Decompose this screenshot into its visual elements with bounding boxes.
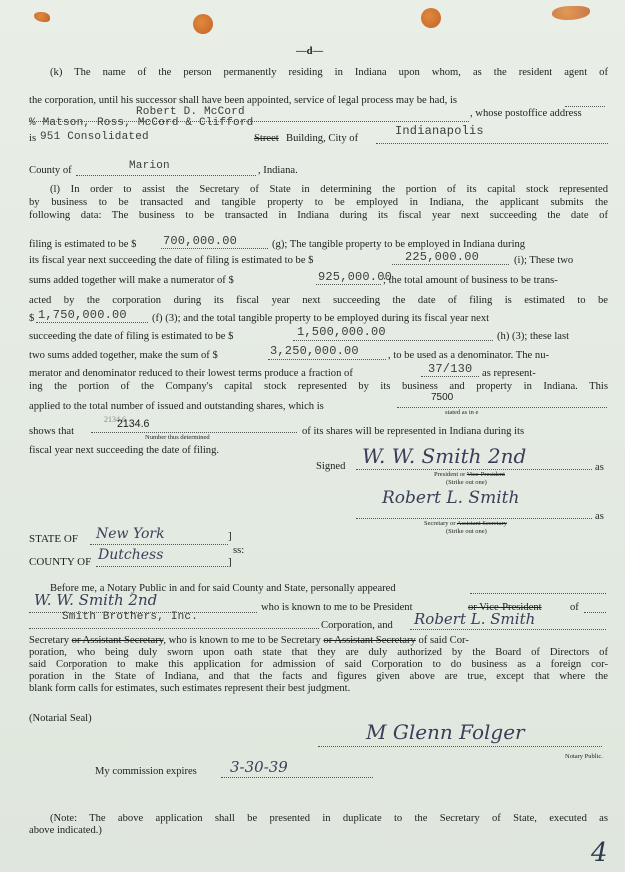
state-label: STATE OF — [29, 533, 78, 545]
pencil-note: 2134.6 — [104, 415, 126, 424]
state-value: New York — [96, 526, 165, 542]
l-line-1: (l) In order to assist the Secretary of State in determining the portion of its capital stock represented — [50, 184, 608, 195]
shares-total-line — [397, 407, 607, 408]
corporation-line — [29, 628, 319, 629]
l-line-9b: (h) (3); these last — [497, 331, 570, 342]
l-line-10a: two sums added together, make the sum of $ — [29, 350, 218, 361]
indiana: , Indiana. — [258, 165, 298, 176]
corporation-and: Corporation, and — [321, 620, 393, 631]
notary-p2a: who is known to me to be President — [261, 602, 413, 613]
notary-p3b: , who is known to me to be Secretary — [163, 635, 321, 646]
corner-stain-right — [552, 6, 590, 20]
street-struck: Street — [254, 133, 279, 144]
notary-p5: said Corporation to make this application for admission of said Corporation to do business as a foreign cor- — [29, 659, 608, 670]
firm-name: % Matson, Ross, McCord & Clifford — [29, 117, 254, 129]
county-line — [76, 175, 256, 176]
notary-p3c: of said Cor- — [418, 635, 469, 646]
l-line-10b: , to be used as a denominator. The nu- — [388, 350, 550, 361]
county: Marion — [129, 160, 170, 172]
commission-date: 3-30-39 — [230, 758, 288, 776]
appearing-person-2: Robert L. Smith — [414, 610, 536, 628]
secretary-line — [356, 518, 592, 519]
commission-line — [221, 777, 373, 778]
appearing-person-1: W. W. Smith 2nd — [34, 591, 158, 609]
stated-note: stated as in e — [445, 409, 479, 416]
amount-h-line — [293, 340, 493, 341]
city-line — [376, 143, 608, 144]
address: 951 Consolidated — [40, 131, 149, 143]
punch-hole-right — [421, 8, 441, 28]
note-line-2: above indicated.) — [29, 825, 102, 836]
l-line-11a: merator and denominator reduced to their lowest terms produce a fraction of — [29, 368, 353, 379]
l-line-7: acted by the corporation during its fiscal year next succeeding the date of filing is estimated to be — [29, 295, 608, 306]
city: Indianapolis — [395, 124, 484, 138]
fraction-line — [421, 376, 479, 377]
l-line-4a: filing is estimated to be $ — [29, 239, 137, 250]
signed-label: Signed — [316, 461, 346, 472]
brace-bottom: ] — [228, 556, 232, 568]
amount-h: 1,500,000.00 — [297, 325, 386, 339]
notary-p7: blank form calls for estimates, such estimates represent their best judgment. — [29, 683, 351, 694]
l-line-5b: (i); These two — [514, 255, 574, 266]
numerator-line — [316, 284, 381, 285]
notary-p3a: Secretary — [29, 635, 69, 646]
building-city: Building, City of — [286, 133, 359, 144]
l-line-12: ing the portion of the Company's capital stock represented by its business and property in Indiana. This — [29, 381, 608, 392]
amount-g: 700,000.00 — [163, 234, 238, 248]
assistant-secretary-struck: Assistant Secretary — [456, 520, 507, 527]
l-line-5a: its fiscal year next succeeding the date of filing is estimated to be $ — [29, 255, 314, 266]
state-line — [90, 544, 228, 545]
notary-p1: Before me, a Notary Public in and for said County and State, personally appeared — [50, 583, 396, 594]
notary-p2-struck: or Vice-President — [468, 602, 542, 613]
commission-label: My commission expires — [95, 766, 197, 777]
ss-label: ss: — [233, 545, 245, 556]
l-line-9a: succeeding the date of filing is estimated to be $ — [29, 331, 234, 342]
secretary-signature: Robert L. Smith — [382, 488, 520, 508]
k-line-1: (k) The name of the person permanently residing in Indiana upon whom, as the resident agent of — [50, 67, 608, 78]
county-label: County of — [29, 165, 72, 176]
secretary-prefix: Secretary or — [424, 520, 456, 527]
l-line-2: by business to be transacted and tangible property to be employed in Indiana, the applicant submits the — [29, 197, 608, 208]
punch-hole-left — [193, 14, 213, 34]
amount-i-line — [392, 264, 509, 265]
agent-name: Robert D. McCord — [136, 106, 245, 118]
notary-p3-struck: or Assistant Secretary — [71, 635, 164, 646]
brace-top: ] — [228, 530, 232, 542]
is-label: is — [29, 133, 37, 144]
notary-p1-line — [470, 593, 606, 594]
l-line-3: following data: The business to be transacted in Indiana during its fiscal year next succeeding the date of — [29, 210, 608, 221]
amount-f-line — [36, 322, 148, 323]
l-line-8a: $ — [29, 313, 35, 324]
notary-p2-line — [584, 612, 606, 613]
l-line-8b: (f) (3); and the total tangible property to be employed during its fiscal year next — [152, 313, 490, 324]
county-value-line — [96, 566, 228, 567]
president-signature: W. W. Smith 2nd — [362, 444, 527, 468]
number-note: Number thus determined — [145, 434, 210, 441]
page-number: 4 — [591, 838, 608, 868]
corner-stain-left — [34, 12, 50, 22]
president-prefix: President or — [434, 471, 466, 478]
l-line-13a: applied to the total number of issued and outstanding shares, which is — [29, 401, 324, 412]
notary-p6: poration in the State of Indiana, and that the facts and figures given above are true, except that where the — [29, 671, 608, 682]
shares-indiana: 2134.6 — [117, 418, 150, 430]
president-line — [356, 469, 592, 470]
fraction: 37/130 — [428, 362, 473, 376]
notary-p4: poration, who being duly sworn upon oath state that they are duly authorized by the Board of Directors of — [29, 647, 608, 658]
amount-i: 225,000.00 — [405, 250, 480, 264]
strike-note-1: (Strike out one) — [446, 479, 487, 486]
shares-indiana-line — [91, 432, 297, 433]
notary-signature: M Glenn Folger — [366, 720, 525, 744]
person2-line — [410, 629, 606, 630]
corporation-name: Smith Brothers, Inc. — [62, 611, 199, 623]
notarial-seal: (Notarial Seal) — [29, 713, 92, 724]
note-line-1: (Note: The above application shall be presented in duplicate to the Secretary of State, executed as — [50, 813, 608, 824]
numerator: 925,000.00 — [318, 270, 393, 284]
page-marker: —d— — [296, 46, 324, 57]
l-line-14b: of its shares will be represented in Indiana during its — [302, 426, 525, 437]
notary-p2b: of — [570, 602, 579, 613]
secretary-title — [424, 520, 507, 527]
denominator: 3,250,000.00 — [270, 344, 359, 358]
as-2: as — [595, 511, 604, 522]
president-title — [434, 471, 505, 478]
k-line-2: the corporation, until his successor shall have been appointed, service of legal process may be had, is — [29, 95, 458, 106]
amount-g-line — [161, 248, 268, 249]
l-line-4b: (g); The tangible property to be employed in Indiana during — [272, 239, 526, 250]
county-of-label: COUNTY OF — [29, 556, 92, 568]
whose-postoffice: , whose postoffice address — [470, 108, 582, 119]
shares-total: 7500 — [431, 392, 454, 403]
l-line-6b: ; the total amount of business to be trans- — [383, 275, 558, 286]
county-value: Dutchess — [98, 547, 164, 563]
notary-line — [318, 746, 602, 747]
notary-p3-struck2: or Assistant Secretary — [323, 635, 416, 646]
as-1: as — [595, 462, 604, 473]
l-line-11b: as represent- — [482, 368, 536, 379]
denominator-line — [268, 359, 386, 360]
amount-f: 1,750,000.00 — [38, 308, 127, 322]
l-line-15: fiscal year next succeeding the date of filing. — [29, 445, 220, 456]
l-line-6a: sums added together will make a numerator of $ — [29, 275, 234, 286]
l-line-14a: shows that — [29, 426, 75, 437]
strike-note-2: (Strike out one) — [446, 528, 487, 535]
vice-president-struck: Vice-President — [466, 471, 505, 478]
notary-public-label: Notary Public. — [565, 753, 603, 760]
